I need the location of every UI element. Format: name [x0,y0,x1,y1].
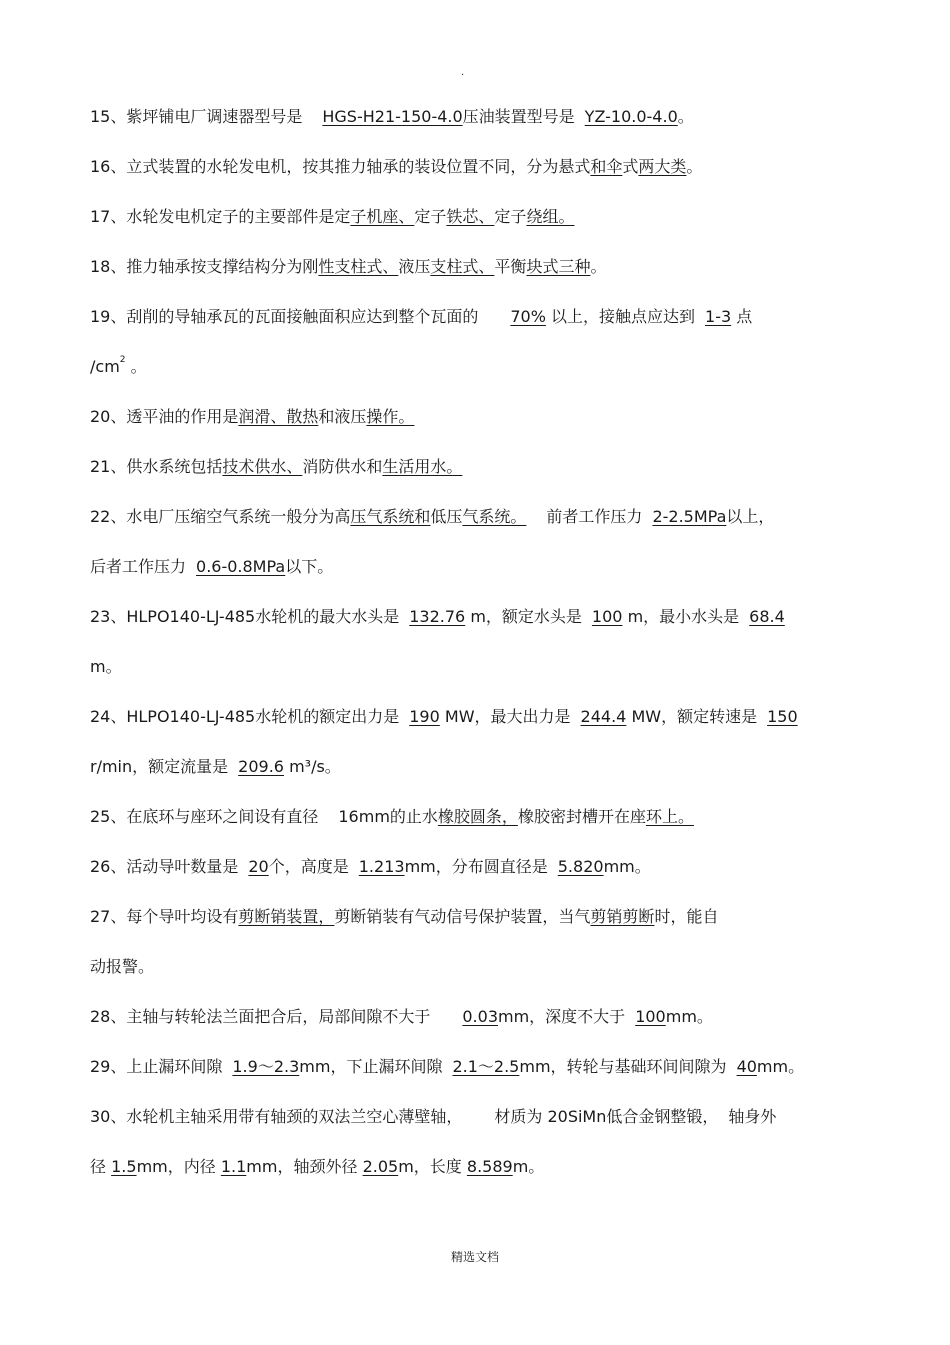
question-26: 26、活动导叶数量是 20个，高度是 1.213mm，分布圆直径是 5.820mm。 [90,857,651,876]
page-footer: 精选文档 [450,1250,499,1264]
question-29: 29、上止漏环间隙 1.9～2.3mm，下止漏环间隙 2.1～2.5mm，转轮与基础环间间隙为 40mm。 [90,1057,805,1076]
header-dot: . [461,67,465,78]
question-27: 27、每个导叶均设有剪断销装置，剪断销装有气动信号保护装置，当气剪销剪断时，能自 [90,907,719,926]
question-21: 21、供水系统包括技术供水、消防供水和生活用水。 [90,457,463,476]
question-30: 30、水轮机主轴采用带有轴颈的双法兰空心薄壁轴， 材质为 20SiMn低合金钢整锻， 轴身外 [90,1107,777,1126]
question-22: 22、水电厂压缩空气系统一般分为高压气系统和低压气系统。 前者工作压力 2-2.5MPa以上， [90,507,775,526]
question-17: 17、水轮发电机定子的主要部件是定子机座、定子铁芯、定子绕组。 [90,207,575,226]
question-27-continued: 动报警。 [90,957,155,976]
question-20: 20、透平油的作用是润滑、散热和液压操作。 [90,407,415,426]
question-19: 19、刮削的导轴承瓦的瓦面接触面积应达到整个瓦面的 70% 以上，接触点应达到 1-3 点 [90,307,753,326]
question-22-continued: 后者工作压力 0.6-0.8MPa以下。 [90,557,334,576]
question-25: 25、在底环与座环之间设有直径 16mm的止水橡胶圆条，橡胶密封槽开在座环上。 [90,807,694,826]
question-24: 24、HLPO140-LJ-485水轮机的额定出力是 190 MW，最大出力是 244.4 MW，额定转速是 150 [90,707,798,726]
question-16: 16、立式装置的水轮发电机，按其推力轴承的装设位置不同，分为悬式和伞式两大类。 [90,157,703,176]
question-18: 18、推力轴承按支撑结构分为刚性支柱式、液压支柱式、平衡块式三种。 [90,257,607,276]
question-15: 15、紫坪铺电厂调速器型号是 HGS-H21-150-4.0压油装置型号是 YZ-10.0-4.0。 [90,107,694,126]
question-23-continued: m。 [90,657,122,676]
question-24-continued: r/min，额定流量是 209.6 m³/s。 [90,757,341,776]
question-28: 28、主轴与转轮法兰面把合后，局部间隙不大于 0.03mm，深度不大于 100mm。 [90,1007,713,1026]
question-19-continued: $/cm^2$ 。 [90,355,147,376]
question-23: 23、HLPO140-LJ-485水轮机的最大水头是 132.76 m，额定水头是 100 m，最小水头是 68.4 [90,607,785,626]
question-30-continued: 径 1.5mm，内径 1.1mm，轴颈外径 2.05m，长度 8.589m。 [90,1157,545,1176]
